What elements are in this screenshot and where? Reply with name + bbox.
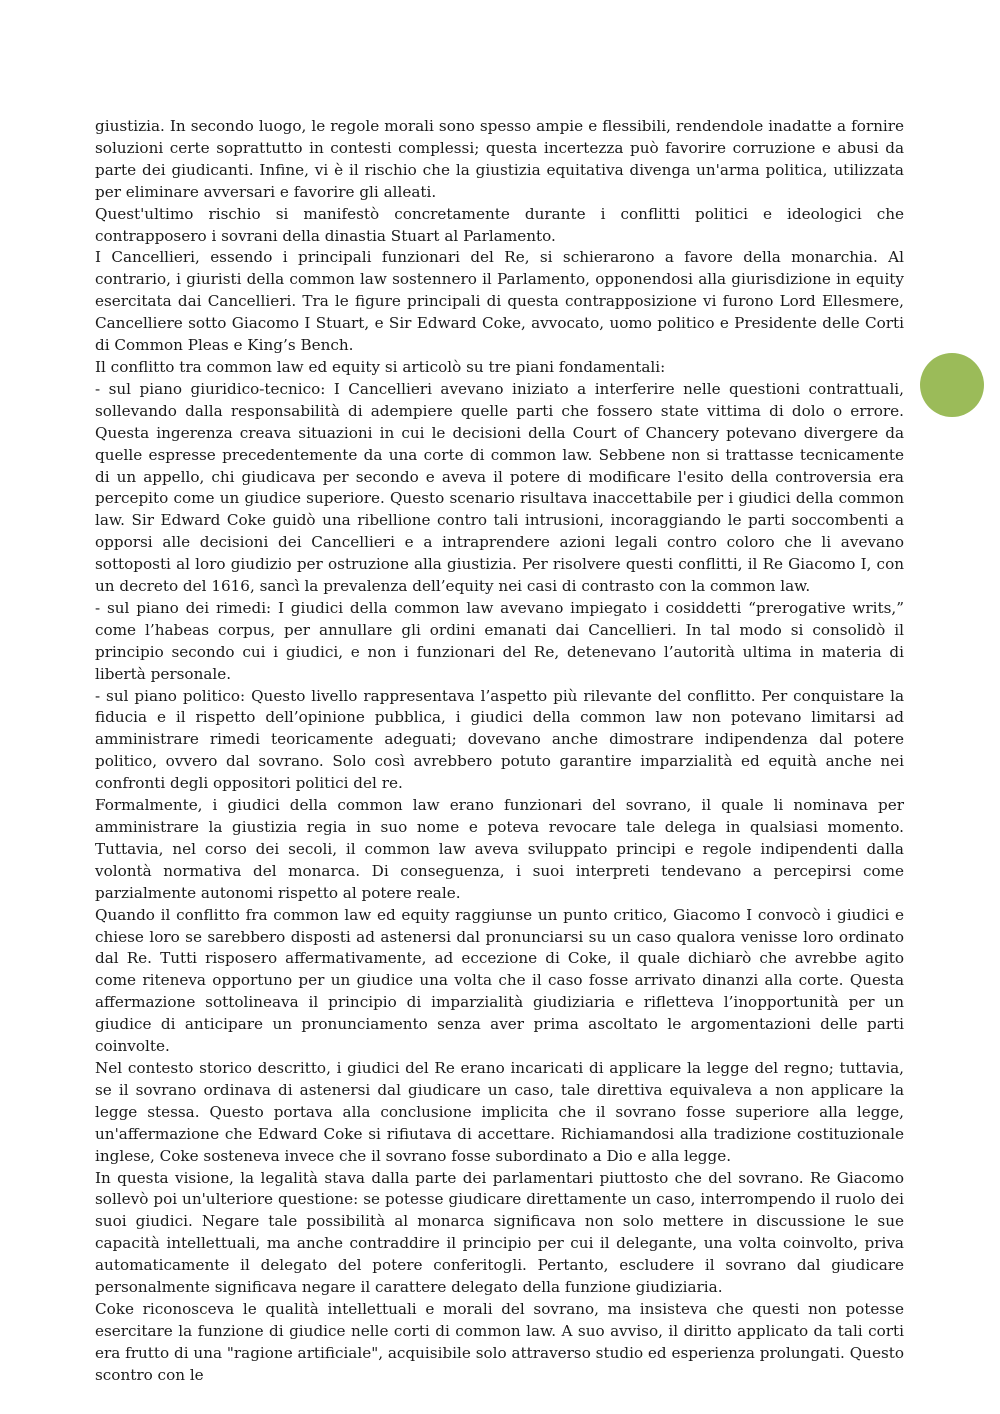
body-text bbox=[95, 116, 904, 1387]
decorative-circle bbox=[920, 353, 984, 417]
paragraph: Nel contesto storico descritto, i giudici del Re erano incaricati di applicare la legge del regno; tuttavia, se il sovrano ordinava di astenersi dal giudicare un caso, tale direttiva equivaleva a non applicare la legge stessa. Questo portava alla conclusione implicita che il sovrano fosse superiore alla legge, un'affermazione che Edward Coke si rifiutava di accettare. Richiamandosi alla tradizione costituzionale inglese, Coke sosteneva invece che il sovrano fosse subordinato a Dio e alla legge. bbox=[95, 1058, 904, 1165]
paragraph: In questa visione, la legalità stava dalla parte dei parlamentari piuttosto che del sovrano. Re Giacomo sollevò poi un'ulteriore questione: se potesse giudicare direttamente un caso, interrompendo il ruolo dei suoi giudici. Negare tale possibilità al monarca significava non solo mettere in discussione le sue capacità intellettuali, ma anche contraddire il principio per cui il delegante, una volta coinvolto, priva automaticamente il delegato del potere conferitogli. Pertanto, escludere il sovrano dal giudicare personalmente significava negare il carattere delegato della funzione giudiziaria. bbox=[95, 1168, 904, 1297]
paragraph: giustizia. In secondo luogo, le regole morali sono spesso ampie e flessibili, rendendole inadatte a fornire soluzioni certe soprattutto in contesti complessi; questa incertezza può favorire corruzione e abusi da parte dei giudicanti. Infine, vi è il rischio che la giustizia equitativa divenga un'arma politica, utilizzata per eliminare avversari e favorire gli alleati. bbox=[95, 117, 904, 201]
paragraph: - sul piano politico: Questo livello rappresentava l’aspetto più rilevante del conflitto. Per conquistare la fiducia e il rispetto dell’opinione pubblica, i giudici della common law non potevano limitarsi ad amministrare rimedi teoricamente adeguati; dovevano anche dimostrare indipendenza dal potere politico, ovvero dal sovrano. Solo così avrebbero potuto garantire imparzialità ed equità anche nei confronti degli oppositori politici del re. bbox=[95, 686, 904, 793]
paragraph: Il conflitto tra common law ed equity si articolò su tre piani fondamentali: bbox=[95, 357, 666, 376]
paragraph: Quando il conflitto fra common law ed equity raggiunse un punto critico, Giacomo I convocò i giudici e chiese loro se sarebbero disposti ad astenersi dal pronunciarsi su un caso qualora venisse loro ordinato dal Re. Tutti risposero affermativamente, ad eccezione di Coke, il quale dichiarò che avrebbe agito come riteneva opportuno per un giudice una volta che il caso fosse arrivato dinanzi alla corte. Questa affermazione sottolineava il principio di imparzialità giudiziaria e rifletteva l’inopportunità per un giudice di anticipare un pronunciamento senza aver prima ascoltato le argomentazioni delle parti coinvolte. bbox=[95, 905, 904, 1056]
paragraph: Formalmente, i giudici della common law erano funzionari del sovrano, il quale li nominava per amministrare la giustizia regia in suo nome e poteva revocare tale delega in qualsiasi momento. Tuttavia, nel corso dei secoli, il common law aveva sviluppato principi e regole indipendenti dalla volontà normativa del monarca. Di conseguenza, i suoi interpreti tendevano a percepirsi come parzialmente autonomi rispetto al potere reale. bbox=[95, 796, 904, 902]
paragraph: - sul piano giuridico-tecnico: I Cancellieri avevano iniziato a interferire nelle questioni contrattuali, sollevando dalla responsabilità di adempiere quelle parti che fossero state vittima di dolo o errore. Questa ingerenza creava situazioni in cui le decisioni della Court of Chancery potevano divergere da quelle espresse precedentemente da una corte di common law. Sebbene non si trattasse tecnicamente di un appello, chi giudicava per secondo e aveva il potere di modificare l'esito della controversia era percepito come un giudice superiore. Questo scenario risultava inaccettabile per i giudici della common law. Sir Edward Coke guidò una ribellione contro tali intrusioni, incoraggiando le parti soccombenti a opporsi alle decisioni dei Cancellieri e a intraprendere azioni legali contro coloro che li avevano sottoposti al loro giudizio per ostruzione alla giustizia. Per risolvere questi conflitti, il Re Giacomo I, con un decreto del 1616, sancì la prevalenza dell’equity nei casi di contrasto con la common law. bbox=[95, 379, 904, 596]
paragraph: I Cancellieri, essendo i principali funzionari del Re, si schierarono a favore della monarchia. Al contrario, i giuristi della common law sostennero il Parlamento, opponendosi alla giurisdizione in equity esercitata dai Cancellieri. Tra le figure principali di questa contrapposizione vi furono Lord Ellesmere, Cancelliere sotto Giacomo I Stuart, e Sir Edward Coke, avvocato, uomo politico e Presidente delle Corti di Common Pleas e King’s Bench. bbox=[95, 248, 904, 355]
paragraph: Quest'ultimo rischio si manifestò concretamente durante i conflitti politici e ideologici che contrapposero i sovrani della dinastia Stuart al Parlamento. bbox=[95, 204, 904, 245]
paragraph: - sul piano dei rimedi: I giudici della common law avevano impiegato i cosiddetti “prerogative writs,” come l’habeas corpus, per annullare gli ordini emanati dai Cancellieri. In tal modo si consolidò il principio secondo cui i giudici, e non i funzionari del Re, detenevano l’autorità ultima in materia di libertà personale. bbox=[95, 598, 904, 683]
paragraph: Coke riconosceva le qualità intellettuali e morali del sovrano, ma insisteva che questi non potesse esercitare la funzione di giudice nelle corti di common law. A suo avviso, il diritto applicato da tali corti era frutto di una "ragione artificiale", acquisibile solo attraverso studio ed esperienza prolungati. Questo scontro con le bbox=[95, 1299, 904, 1384]
